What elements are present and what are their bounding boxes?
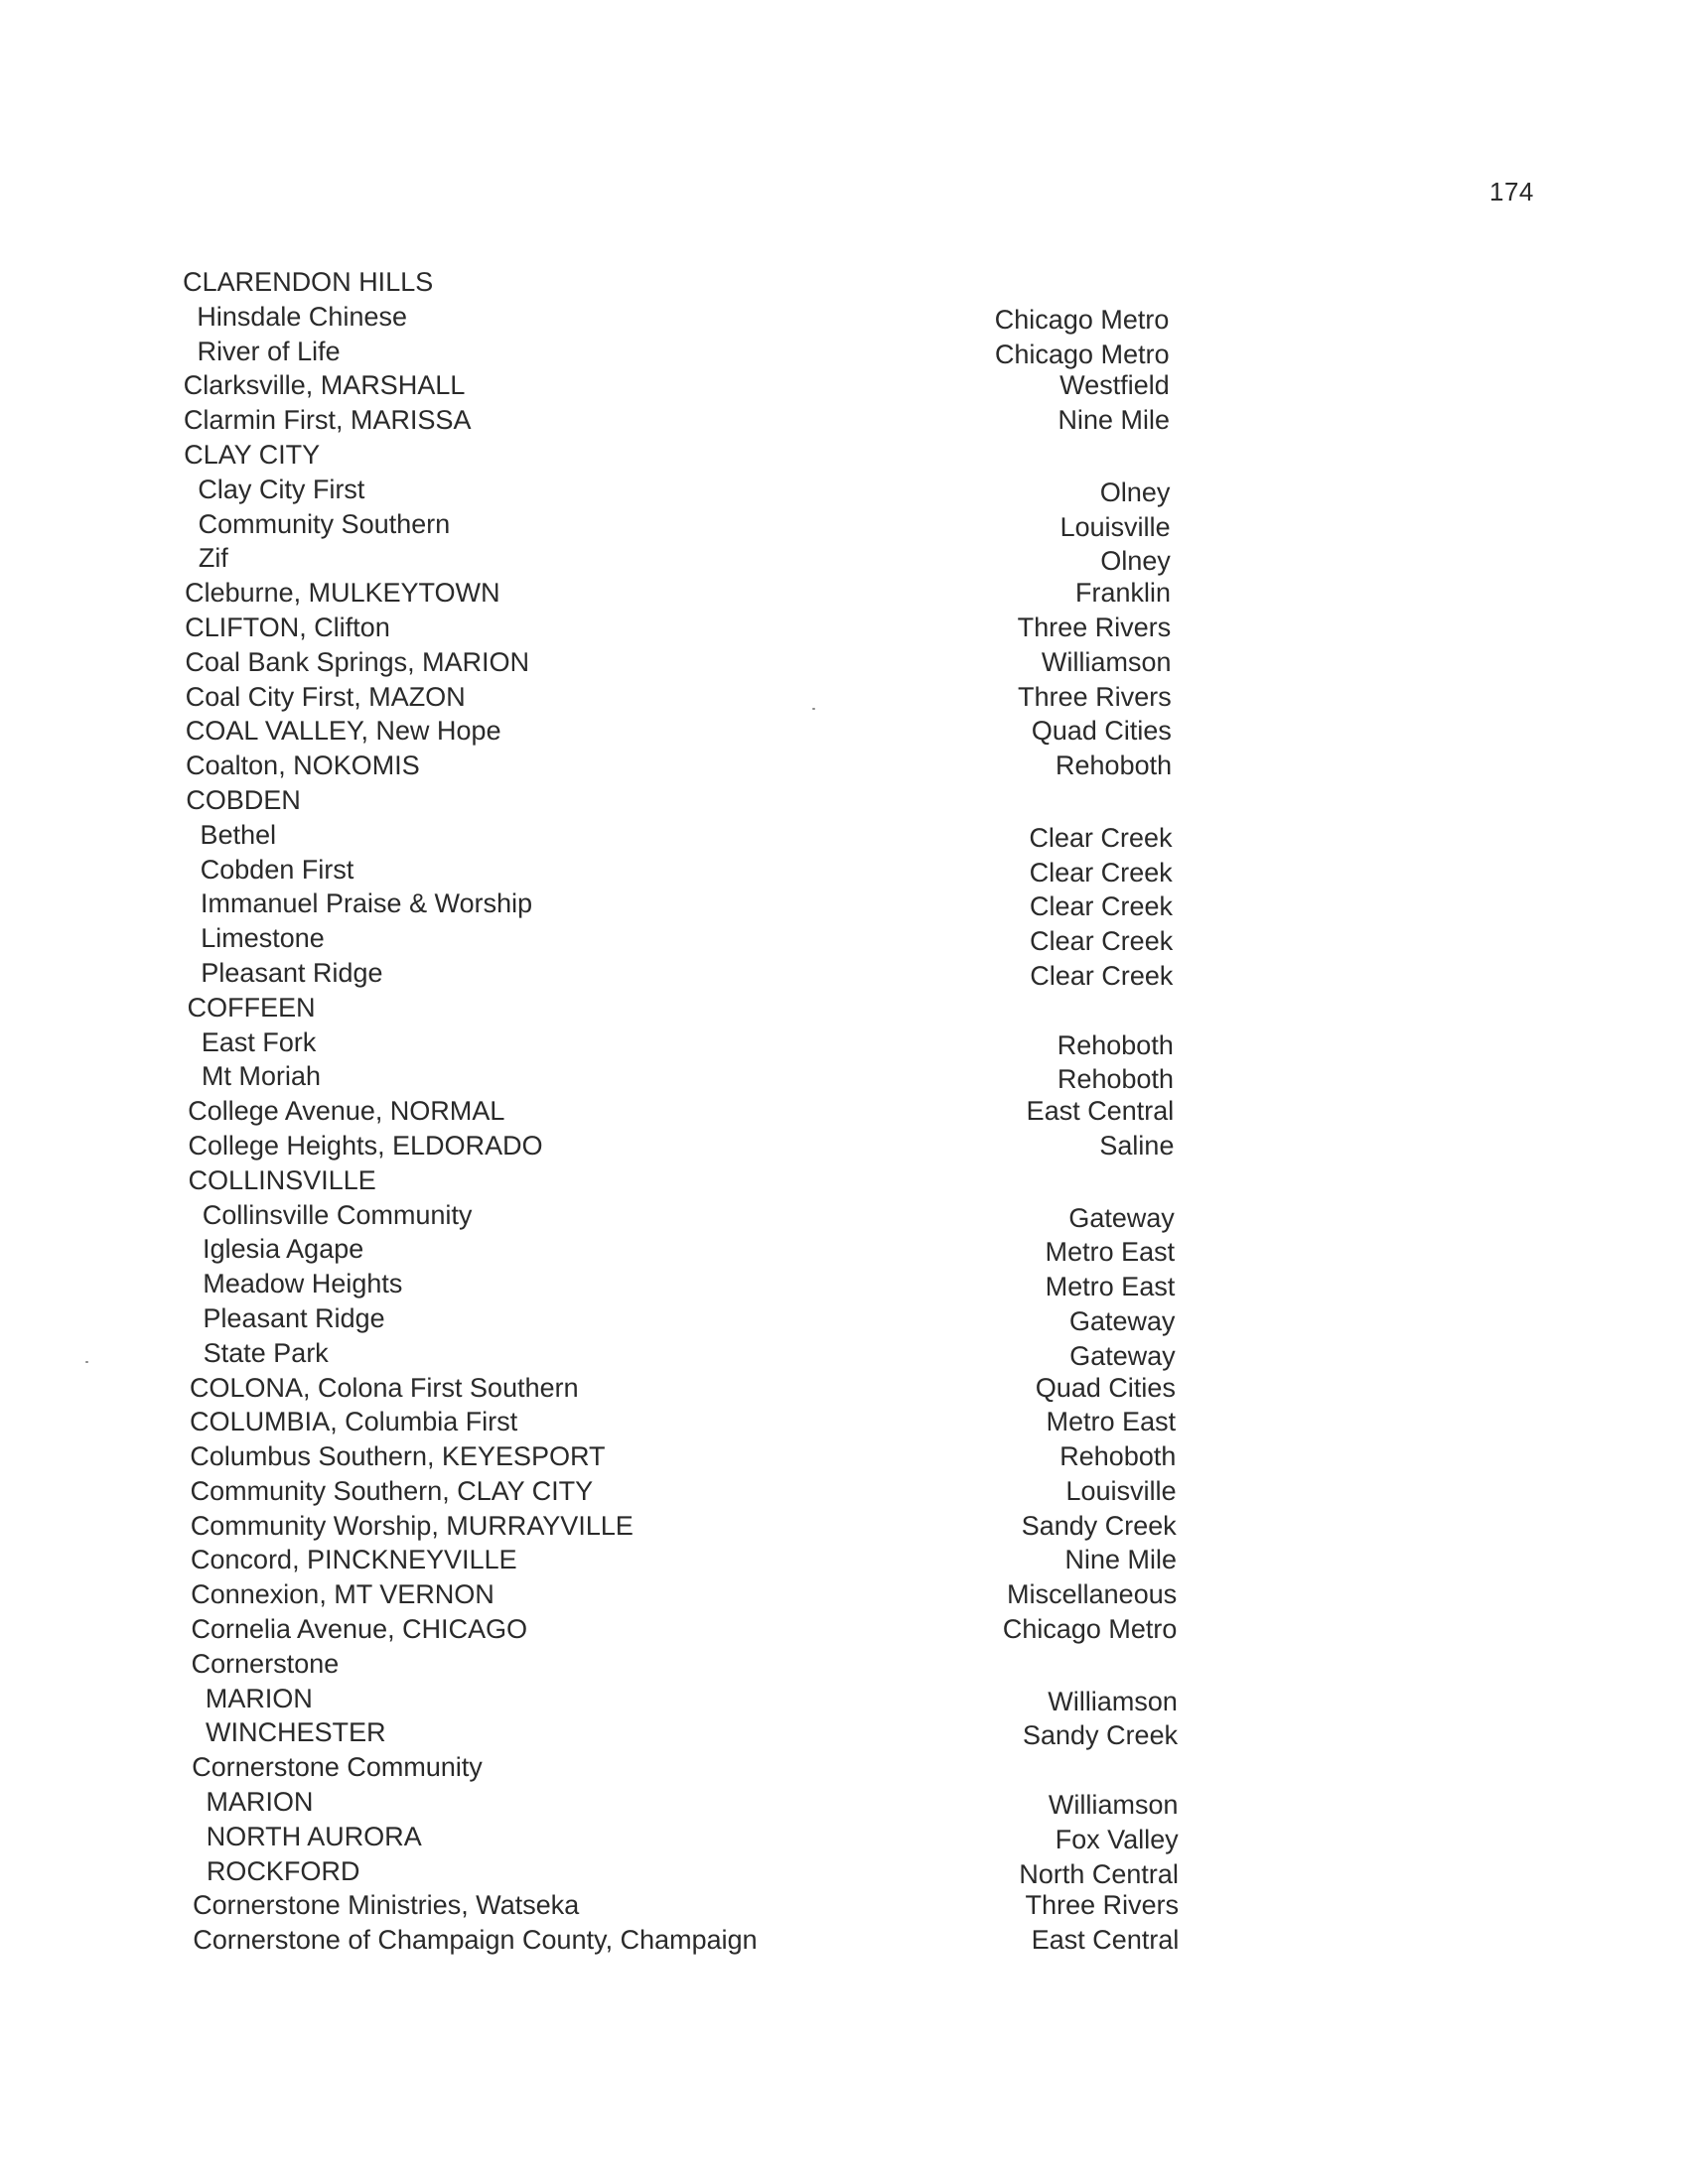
directory-entry: [174, 1059, 1216, 1094]
directory-entry: [174, 1094, 1216, 1129]
association-name: Saline: [1099, 1130, 1175, 1160]
church-directory-list: [169, 265, 1221, 1958]
directory-entry: [172, 714, 1214, 749]
association-name: Quad Cities: [1031, 716, 1172, 747]
church-name: Collinsville Community: [202, 1199, 473, 1230]
directory-entry: [175, 1267, 1217, 1301]
church-name: Cornerstone of Champaign County, Champaign: [193, 1925, 758, 1956]
association-name: Rehoboth: [1057, 1064, 1175, 1095]
church-name: Cornelia Avenue, CHICAGO: [191, 1614, 528, 1645]
association-name: Fox Valley: [1055, 1824, 1179, 1854]
church-name: Community Southern, CLAY CITY: [190, 1475, 594, 1506]
church-name: NORTH AURORA: [206, 1821, 422, 1851]
directory-entry: [178, 1682, 1220, 1716]
church-name: Columbus Southern, KEYESPORT: [190, 1441, 606, 1472]
directory-entry: [171, 541, 1213, 576]
directory-entry: [170, 473, 1212, 507]
church-name: Hinsdale Chinese: [197, 301, 408, 332]
association-name: Sandy Creek: [1021, 1510, 1177, 1541]
church-name: College Avenue, NORMAL: [188, 1096, 505, 1127]
association-name: Gateway: [1069, 1340, 1176, 1371]
church-name: WINCHESTER: [205, 1717, 386, 1748]
association-name: Three Rivers: [1017, 612, 1172, 642]
association-name: Olney: [1100, 546, 1171, 577]
directory-entry: [172, 818, 1214, 853]
directory-entry: [171, 645, 1213, 680]
directory-entry: [172, 680, 1214, 715]
association-name: Clear Creek: [1030, 960, 1174, 991]
church-name: Concord, PINCKNEYVILLE: [190, 1545, 517, 1575]
church-name: ROCKFORD: [206, 1855, 360, 1886]
association-name: Gateway: [1068, 1202, 1175, 1233]
church-name: COFFEEN: [187, 992, 316, 1023]
directory-entry: [173, 921, 1215, 956]
directory-entry: [172, 783, 1214, 818]
church-name: MARION: [206, 1787, 314, 1818]
church-name: COBDEN: [186, 784, 301, 815]
association-name: Quad Cities: [1035, 1372, 1176, 1403]
association-name: Nine Mile: [1064, 1545, 1178, 1575]
association-name: Sandy Creek: [1022, 1720, 1179, 1751]
association-name: Chicago Metro: [994, 339, 1170, 369]
church-name: Iglesia Agape: [202, 1234, 364, 1265]
directory-entry: [178, 1750, 1220, 1785]
directory-entry: [177, 1612, 1219, 1647]
association-name: Clear Creek: [1030, 926, 1174, 957]
directory-entry: [169, 335, 1211, 369]
church-name: CLIFTON, Clifton: [185, 612, 390, 642]
directory-entry: [175, 1163, 1217, 1198]
directory-entry: [174, 1129, 1216, 1163]
scan-speck: [812, 708, 815, 710]
directory-entry: [169, 300, 1211, 335]
church-name: River of Life: [197, 336, 341, 366]
directory-entry: [176, 1405, 1218, 1439]
association-name: Westfield: [1059, 370, 1170, 401]
directory-entry: [173, 887, 1215, 921]
church-name: Community Southern: [198, 508, 451, 539]
directory-entry: [169, 265, 1211, 300]
association-name: Chicago Metro: [994, 304, 1170, 335]
church-name: Pleasant Ridge: [201, 957, 383, 988]
church-name: East Fork: [201, 1026, 317, 1057]
church-name: Cornerstone Community: [192, 1752, 483, 1783]
church-name: Cobden First: [200, 854, 354, 885]
church-name: Immanuel Praise & Worship: [200, 888, 533, 919]
directory-entry: [178, 1715, 1220, 1750]
association-name: Williamson: [1048, 1790, 1179, 1821]
directory-entry: [170, 368, 1212, 403]
church-name: Limestone: [201, 923, 325, 954]
directory-entry: [177, 1543, 1219, 1577]
church-name: Coal Bank Springs, MARION: [185, 646, 530, 677]
association-name: Metro East: [1046, 1407, 1177, 1437]
association-name: Rehoboth: [1059, 1441, 1177, 1472]
church-name: Mt Moriah: [201, 1061, 322, 1092]
church-name: Pleasant Ridge: [203, 1302, 385, 1333]
association-name: Olney: [1099, 477, 1171, 507]
directory-entry: [173, 991, 1215, 1025]
church-name: Coal City First, MAZON: [185, 681, 466, 712]
association-name: Chicago Metro: [1002, 1614, 1178, 1645]
association-name: Three Rivers: [1018, 681, 1172, 712]
association-name: North Central: [1019, 1858, 1179, 1889]
church-name: Clay City First: [198, 474, 365, 504]
association-name: Clear Creek: [1029, 822, 1173, 853]
association-name: Williamson: [1041, 646, 1172, 677]
page-number: 174: [1489, 177, 1534, 206]
church-name: Connexion, MT VERNON: [191, 1579, 494, 1610]
association-name: East Central: [1031, 1925, 1180, 1956]
church-name: COLONA, Colona First Southern: [189, 1372, 579, 1403]
association-name: Three Rivers: [1025, 1890, 1180, 1921]
association-name: Metro East: [1045, 1272, 1176, 1302]
church-name: COAL VALLEY, New Hope: [185, 716, 501, 747]
church-name: Cleburne, MULKEYTOWN: [184, 578, 500, 609]
church-name: CLAY CITY: [184, 439, 321, 470]
church-name: COLLINSVILLE: [188, 1164, 376, 1195]
church-name: Bethel: [200, 819, 277, 850]
directory-entry: [172, 749, 1214, 783]
church-name: CLARENDON HILLS: [183, 267, 434, 297]
association-name: Williamson: [1048, 1686, 1178, 1716]
association-name: Rehoboth: [1055, 751, 1173, 781]
church-name: State Park: [203, 1337, 329, 1368]
directory-entry: [177, 1509, 1219, 1544]
directory-entry: [176, 1439, 1218, 1474]
directory-entry: [175, 1198, 1217, 1233]
association-name: Gateway: [1068, 1305, 1176, 1336]
association-name: Clear Creek: [1029, 891, 1174, 922]
directory-entry: [173, 956, 1215, 991]
church-name: MARION: [205, 1683, 313, 1713]
directory-entry: [178, 1647, 1220, 1682]
directory-entry: [179, 1923, 1221, 1958]
church-name: Zif: [198, 543, 228, 574]
directory-entry: [170, 438, 1212, 473]
directory-entry: [174, 1025, 1216, 1060]
directory-entry: [170, 507, 1212, 542]
association-name: Louisville: [1065, 1475, 1177, 1506]
scan-speck: [85, 1361, 88, 1363]
directory-entry: [178, 1785, 1220, 1820]
directory-entry: [170, 403, 1212, 438]
directory-entry: [173, 853, 1215, 887]
directory-entry: [177, 1577, 1219, 1612]
directory-entry: [176, 1336, 1218, 1371]
association-name: Nine Mile: [1058, 405, 1171, 436]
church-name: Cornerstone: [191, 1648, 340, 1679]
directory-entry: [171, 576, 1213, 611]
directory-entry: [179, 1888, 1221, 1923]
church-name: Cornerstone Ministries, Watseka: [193, 1890, 580, 1921]
directory-entry: [175, 1301, 1217, 1336]
directory-entry: [175, 1232, 1217, 1267]
association-name: East Central: [1026, 1096, 1175, 1127]
association-name: Louisville: [1059, 511, 1171, 542]
church-name: Meadow Heights: [203, 1269, 403, 1299]
directory-entry: [176, 1474, 1218, 1509]
association-name: Rehoboth: [1057, 1029, 1174, 1060]
church-name: Community Worship, MURRAYVILLE: [190, 1510, 634, 1541]
association-name: Metro East: [1045, 1237, 1176, 1268]
church-name: College Heights, ELDORADO: [188, 1130, 543, 1160]
association-name: Franklin: [1074, 578, 1172, 609]
directory-entry: [179, 1820, 1221, 1854]
church-name: Clarksville, MARSHALL: [183, 370, 466, 401]
church-name: COLUMBIA, Columbia First: [190, 1407, 518, 1437]
directory-entry: [179, 1854, 1221, 1889]
church-name: Clarmin First, MARISSA: [183, 405, 472, 436]
association-name: Miscellaneous: [1006, 1579, 1178, 1610]
directory-entry: [176, 1371, 1218, 1406]
association-name: Clear Creek: [1029, 857, 1173, 887]
directory-entry: [171, 611, 1213, 645]
church-name: Coalton, NOKOMIS: [185, 751, 420, 781]
